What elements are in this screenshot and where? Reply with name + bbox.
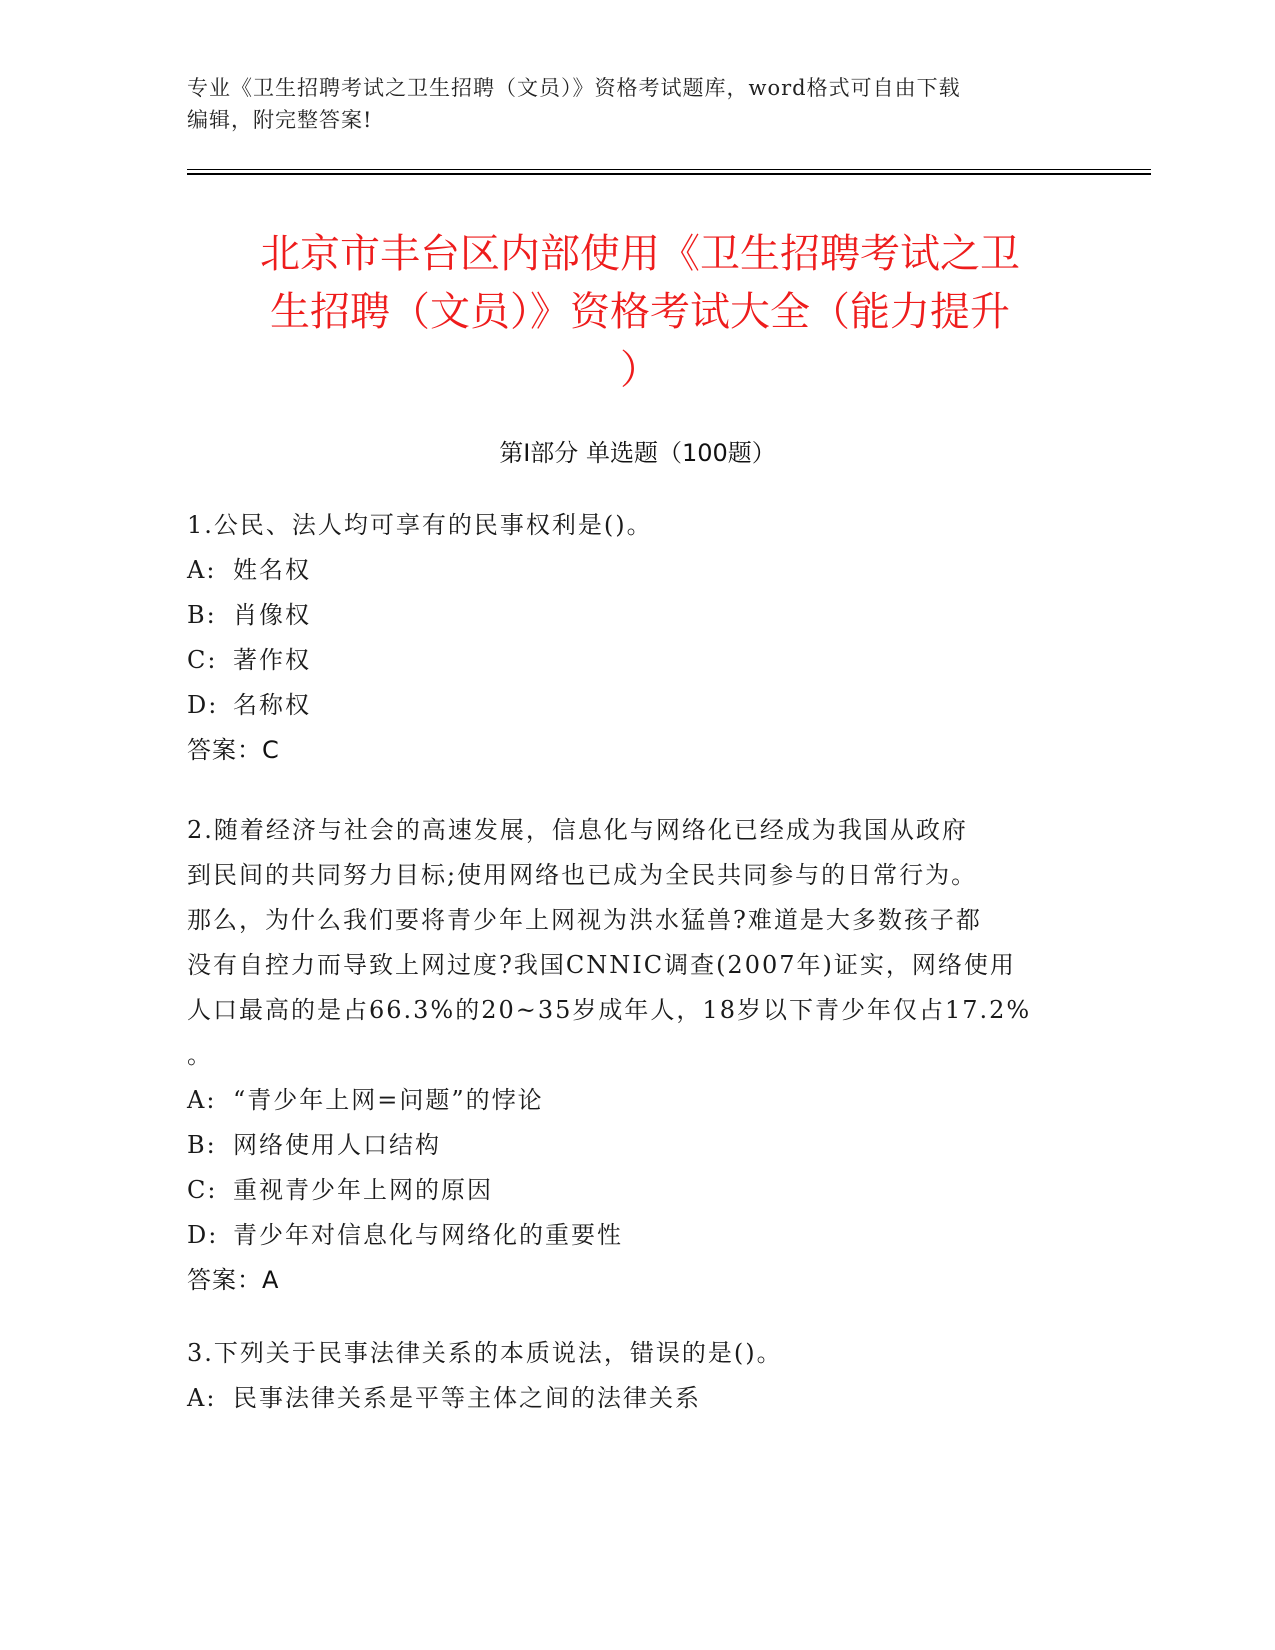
question-3 <box>187 1331 1087 1421</box>
option-letter: D: <box>187 691 219 719</box>
option-letter: C: <box>187 1176 218 1204</box>
option-text: 重视青少年上网的原因 <box>233 1176 493 1204</box>
title-line-3: ） <box>620 347 660 393</box>
option-a <box>187 548 1087 593</box>
option-b <box>187 593 1087 638</box>
answer: 答案：C <box>187 736 280 764</box>
option-text: 姓名权 <box>233 556 311 584</box>
question-text-line: 。 <box>187 1041 213 1069</box>
header-note-line2: 编辑，附完整答案! <box>187 108 373 132</box>
answer: 答案：A <box>187 1266 280 1294</box>
option-letter: C: <box>187 646 218 674</box>
option-letter: A: <box>187 1384 217 1412</box>
option-letter: D: <box>187 1221 219 1249</box>
option-letter: A: <box>187 556 217 584</box>
document-title <box>190 225 1090 399</box>
header-note <box>187 72 1067 136</box>
header-rule-thin <box>187 169 1151 170</box>
option-letter: A: <box>187 1086 217 1114</box>
header-note-line1: 专业《卫生招聘考试之卫生招聘（文员）》资格考试题库，word格式可自由下载 <box>187 76 961 100</box>
section-title: 第Ⅰ部分 单选题（100题） <box>499 439 776 467</box>
option-text: 著作权 <box>233 646 311 674</box>
option-text: 名称权 <box>233 691 311 719</box>
option-text: 网络使用人口结构 <box>233 1131 441 1159</box>
option-b <box>187 1123 1087 1168</box>
option-text: 民事法律关系是平等主体之间的法律关系 <box>233 1384 701 1412</box>
question-text-line: 人口最高的是占66.3%的20~35岁成年人，18岁以下青少年仅占17.2% <box>187 996 1032 1024</box>
question-text-line: 2.随着经济与社会的高速发展，信息化与网络化已经成为我国从政府 <box>187 816 968 844</box>
option-c <box>187 1168 1087 1213</box>
option-d <box>187 683 1087 728</box>
question-text-line: 到民间的共同努力目标;使用网络也已成为全民共同参与的日常行为。 <box>187 861 978 889</box>
option-text: 肖像权 <box>233 601 311 629</box>
option-letter: B: <box>187 1131 217 1159</box>
option-text: 青少年对信息化与网络化的重要性 <box>233 1221 623 1249</box>
option-a <box>187 1376 1087 1421</box>
title-line-1: 北京市丰台区内部使用《卫生招聘考试之卫 <box>260 231 1020 277</box>
option-d <box>187 1213 1087 1258</box>
option-c <box>187 638 1087 683</box>
option-letter: B: <box>187 601 217 629</box>
question-text: 1.公民、法人均可享有的民事权利是()。 <box>187 511 653 539</box>
question-1 <box>187 503 1087 773</box>
header-rule-thick <box>187 173 1151 175</box>
question-text: 3.下列关于民事法律关系的本质说法，错误的是()。 <box>187 1339 783 1367</box>
title-line-2: 生招聘（文员）》资格考试大全（能力提升 <box>270 289 1010 335</box>
option-text: “青少年上网=问题”的悖论 <box>233 1086 544 1114</box>
option-a <box>187 1078 1087 1123</box>
question-text-line: 没有自控力而导致上网过度?我国CNNIC调查(2007年)证实，网络使用 <box>187 951 1016 979</box>
question-2 <box>187 808 1087 1303</box>
question-text-line: 那么，为什么我们要将青少年上网视为洪水猛兽?难道是大多数孩子都 <box>187 906 982 934</box>
